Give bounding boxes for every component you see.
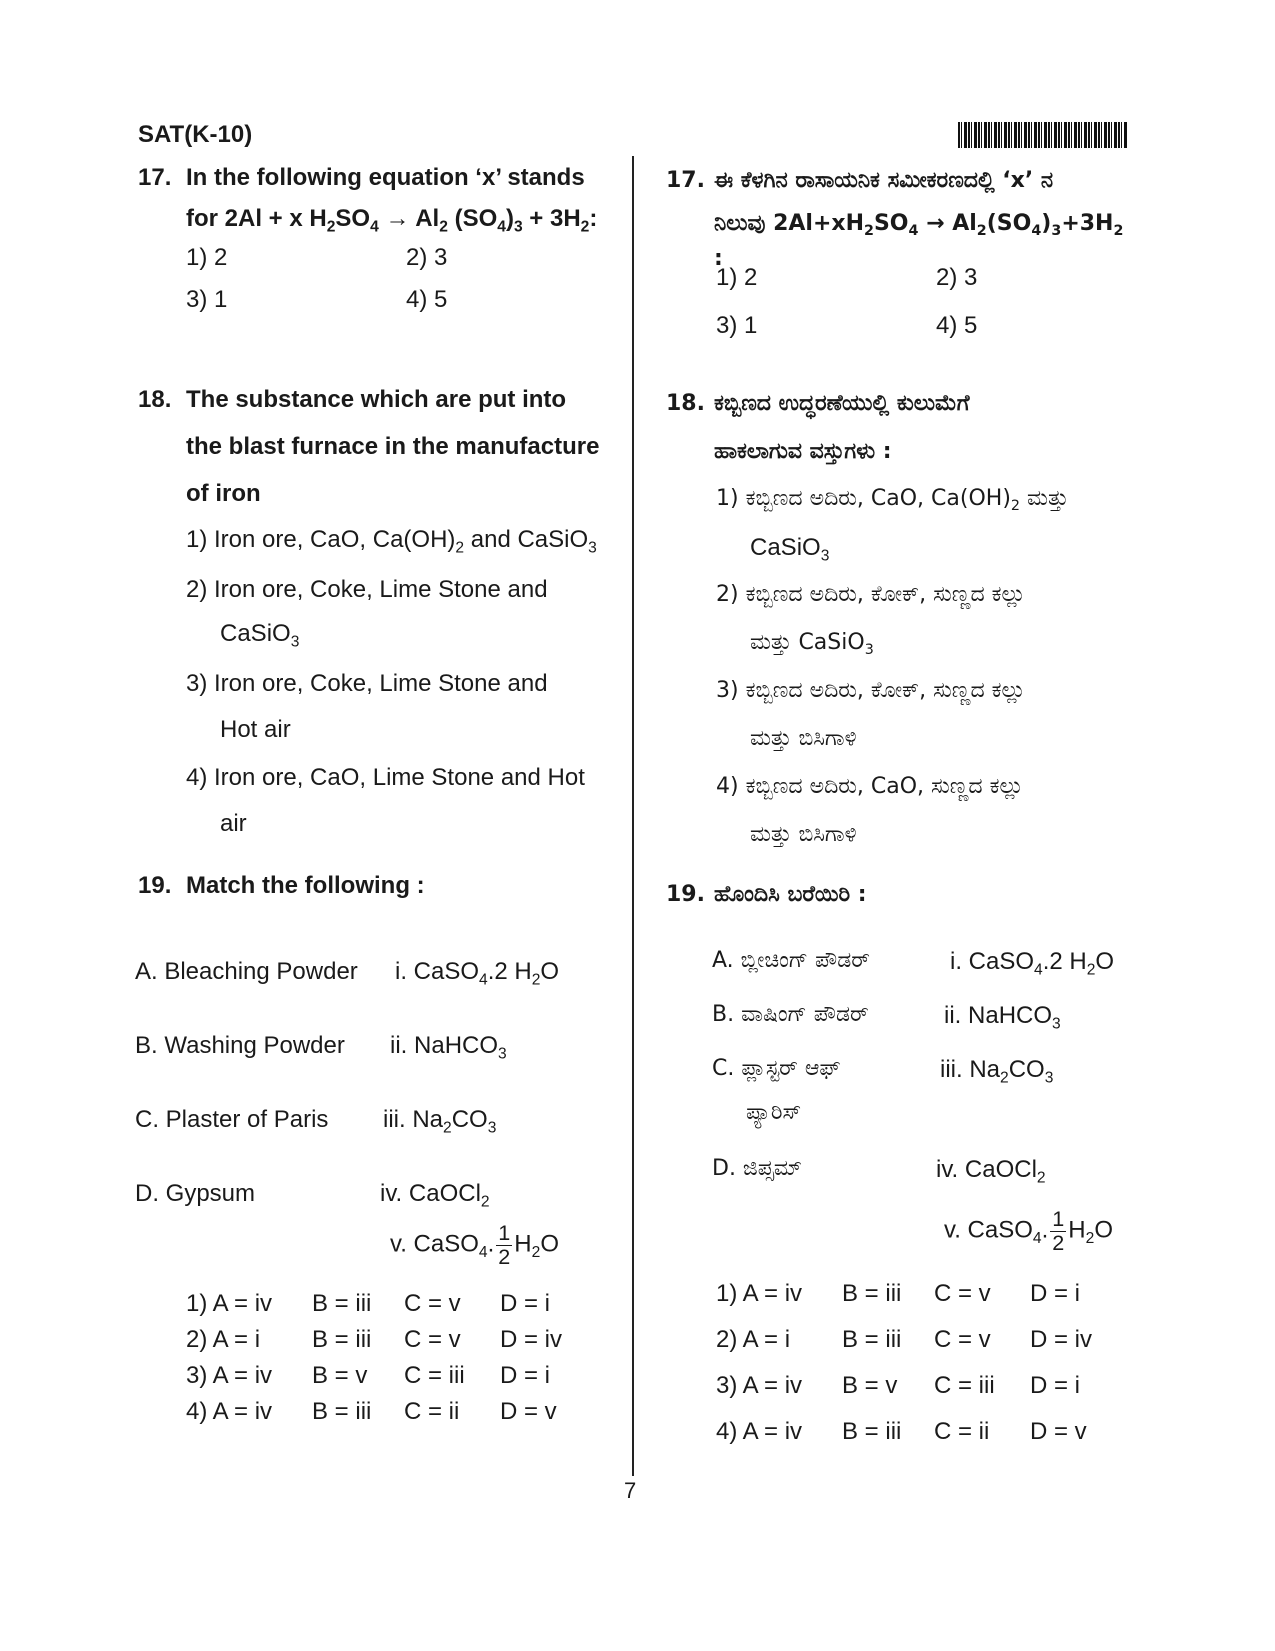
kn-q17-opt4: 4) 5	[936, 312, 978, 339]
kn-q19-ans4-d: D = v	[1030, 1418, 1087, 1445]
kn-q18-opt2: 2) ಕಬ್ಬಿಣದ ಅದಿರು, ಕೋಕ್, ಸುಣ್ಣದ ಕಲ್ಲು	[716, 582, 1026, 607]
kn-q19-title: ಹೊಂದಿಸಿ ಬರೆಯಿರಿ :	[714, 882, 867, 907]
kn-q19-match-iii: iii. $Na_2CO_3$	[940, 1056, 1054, 1087]
kn-q19-ans2-b: B = iii	[842, 1326, 902, 1353]
en-q19-title: Match the following :	[186, 872, 425, 899]
kn-q18-opt4: 4) ಕಬ್ಬಿಣದ ಅದಿರು, CaO, ಸುಣ್ಣದ ಕಲ್ಲು	[716, 774, 1024, 799]
kn-q17-line1: ಈ ಕೆಳಗಿನ ರಾಸಾಯನಿಕ ಸಮೀಕರಣದಲ್ಲಿ ‘x’ ನ	[714, 168, 1054, 193]
paper-code: SAT(K-10)	[138, 121, 253, 148]
en-q19-ans2-d: D = iv	[500, 1326, 563, 1353]
kn-q19-match-i: i. CaSO$_4$.2 $H_2O$	[950, 948, 1115, 979]
en-q17-opt1: 1) 2	[186, 244, 228, 271]
en-q17-opt4: 4) 5	[406, 286, 448, 313]
fraction-one-half: $\frac{1}{2}$	[1052, 1206, 1065, 1255]
en-q19-ans3-d: D = i	[500, 1362, 551, 1389]
en-q19-ans2-c: C = v	[404, 1326, 461, 1353]
en-q18-opt1: 1) Iron ore, CaO, $Ca(OH)_2$ and CaSiO$_3$	[186, 526, 597, 557]
en-q18	[138, 376, 608, 517]
kn-q19-number: 19.	[666, 882, 705, 907]
fraction-one-half: $\frac{1}{2}$	[498, 1220, 511, 1269]
en-q18-line1: The substance which are put into	[186, 386, 567, 413]
en-q19-ans2-b: B = iii	[312, 1326, 372, 1353]
kn-q19-item-c-cont: ಪ್ಯಾರಿಸ್	[746, 1100, 802, 1125]
kn-q17-opt3: 3) 1	[716, 312, 758, 339]
en-q19-ans2-a: 2) A = i	[186, 1326, 261, 1353]
kn-q17-number: 17.	[666, 168, 705, 193]
en-q18-line3: of iron	[186, 480, 261, 507]
kn-q18-opt4-cont: ಮತ್ತು ಬಿಸಿಗಾಳಿ	[750, 822, 857, 847]
en-q19-item-a: A. Bleaching Powder	[135, 958, 358, 985]
kn-q19-ans1-c: C = v	[934, 1280, 991, 1307]
en-q19	[138, 868, 425, 904]
en-q19-ans4-b: B = iii	[312, 1398, 372, 1425]
kn-q19-ans3-b: B = v	[842, 1372, 898, 1399]
en-q18-opt4: 4) Iron ore, CaO, Lime Stone and Hot	[186, 764, 585, 791]
en-q18-opt2: 2) Iron ore, Coke, Lime Stone and	[186, 576, 548, 603]
kn-q18-opt2-cont: ಮತ್ತು CaSiO$_3$	[750, 630, 874, 658]
kn-q19-match-v: v. CaSO$_4$. $\frac{1}{2}$ $H_2O$	[944, 1206, 1113, 1255]
kn-q17-opt1: 1) 2	[716, 264, 758, 291]
en-q17-line2: for 2Al + x $H_2SO_4 \to Al_2$ $(SO_4)_3 + 3H_2$:	[186, 205, 598, 236]
kn-q19-ans2-d: D = iv	[1030, 1326, 1093, 1353]
en-q17-line1: In the following equation ‘x’ stands	[186, 164, 585, 191]
en-q18-opt2-cont: CaSiO$_3$	[220, 620, 300, 651]
en-q19-ans3-b: B = v	[312, 1362, 368, 1389]
en-q19-match-ii: ii. NaHCO$_3$	[390, 1032, 507, 1063]
page-number: 7	[624, 1478, 637, 1503]
en-q18-number: 18.	[138, 386, 172, 413]
kn-q18-number: 18.	[666, 391, 705, 416]
kn-q19-ans4-a: 4) A = iv	[716, 1418, 803, 1445]
en-q19-ans1-c: C = v	[404, 1290, 461, 1317]
kn-q19-ans1-b: B = iii	[842, 1280, 902, 1307]
en-q18-opt3: 3) Iron ore, Coke, Lime Stone and	[186, 670, 548, 697]
en-q18-opt4-cont: air	[220, 810, 247, 837]
en-q19-match-v: v. CaSO$_4$. $\frac{1}{2}$ $H_2O$	[390, 1220, 559, 1269]
en-q19-ans3-a: 3) A = iv	[186, 1362, 273, 1389]
en-q19-ans3-c: C = iii	[404, 1362, 465, 1389]
en-q19-item-b: B. Washing Powder	[135, 1032, 345, 1059]
kn-q19-item-a: A. ಬ್ಲೀಚಿಂಗ್ ಪೌಡರ್	[712, 948, 871, 973]
en-q19-match-iii: iii. $Na_2CO_3$	[383, 1106, 497, 1137]
kn-q19-item-b: B. ವಾಷಿಂಗ್ ಪೌಡರ್	[712, 1002, 869, 1027]
en-q19-number: 19.	[138, 872, 172, 899]
kn-q19-ans4-b: B = iii	[842, 1418, 902, 1445]
kn-q19-ans3-a: 3) A = iv	[716, 1372, 803, 1399]
kn-q17	[666, 164, 1136, 275]
en-q19-ans1-a: 1) A = iv	[186, 1290, 273, 1317]
en-q19-match-iv: iv. CaOCl$_2$	[380, 1180, 490, 1211]
kn-q18-opt3-cont: ಮತ್ತು ಬಿಸಿಗಾಳಿ	[750, 726, 857, 751]
kn-q18-line1: ಕಬ್ಬಿಣದ ಉದ್ಧರಣೆಯುಲ್ಲಿ ಕುಲುಮೆಗೆ	[714, 391, 970, 416]
en-q19-ans4-d: D = v	[500, 1398, 557, 1425]
kn-q19-match-ii: ii. NaHCO$_3$	[944, 1002, 1061, 1033]
kn-q19-match-iv: iv. CaOCl$_2$	[936, 1156, 1046, 1187]
en-q18-opt3-cont: Hot air	[220, 716, 291, 743]
kn-q19-ans4-c: C = ii	[934, 1418, 990, 1445]
kn-q19-ans3-d: D = i	[1030, 1372, 1081, 1399]
en-q19-item-c: C. Plaster of Paris	[135, 1106, 329, 1133]
kn-q18-opt1-cont: CaSiO$_3$	[750, 534, 830, 565]
en-q17-opt3: 3) 1	[186, 286, 228, 313]
en-q19-item-d: D. Gypsum	[135, 1180, 256, 1207]
en-q19-ans4-c: C = ii	[404, 1398, 460, 1425]
kn-q19-ans2-a: 2) A = i	[716, 1326, 791, 1353]
kn-q19-item-d: D. ಜಿಪ್ಸಮ್	[712, 1156, 802, 1181]
column-divider	[632, 156, 634, 1476]
en-q19-ans1-b: B = iii	[312, 1290, 372, 1317]
en-q19-ans4-a: 4) A = iv	[186, 1398, 273, 1425]
barcode	[958, 122, 1128, 148]
kn-q18-opt1: 1) ಕಬ್ಬಿಣದ ಅದಿರು, CaO, $Ca(OH)_2$ ಮತ್ತು	[716, 486, 1069, 514]
kn-q18	[666, 380, 1136, 476]
en-q17-opt2: 2) 3	[406, 244, 448, 271]
en-q17-number: 17.	[138, 164, 172, 191]
kn-q19-ans1-d: D = i	[1030, 1280, 1081, 1307]
kn-q19-ans3-c: C = iii	[934, 1372, 995, 1399]
en-q18-line2: the blast furnace in the manufacture	[186, 433, 600, 460]
kn-q19-ans1-a: 1) A = iv	[716, 1280, 803, 1307]
kn-q18-opt3: 3) ಕಬ್ಬಿಣದ ಅದಿರು, ಕೋಕ್, ಸುಣ್ಣದ ಕಲ್ಲು	[716, 678, 1026, 703]
kn-q19-item-c: C. ಪ್ಲಾಸ್ಟರ್ ಆಫ್	[712, 1056, 841, 1081]
en-q19-match-i: i. CaSO$_4$.2 $H_2O$	[395, 958, 560, 989]
kn-q18-line2: ಹಾಕಲಾಗುವ ವಸ್ತುಗಳು :	[714, 439, 892, 464]
en-q17	[138, 160, 608, 239]
kn-q17-opt2: 2) 3	[936, 264, 978, 291]
kn-q17-line2: ನಿಲುವು $2Al+xH_2SO_4 \to Al_2(SO_4)_3+3H_2$ :	[714, 211, 1124, 272]
kn-q19-ans2-c: C = v	[934, 1326, 991, 1353]
kn-q19	[666, 878, 867, 911]
en-q19-ans1-d: D = i	[500, 1290, 551, 1317]
